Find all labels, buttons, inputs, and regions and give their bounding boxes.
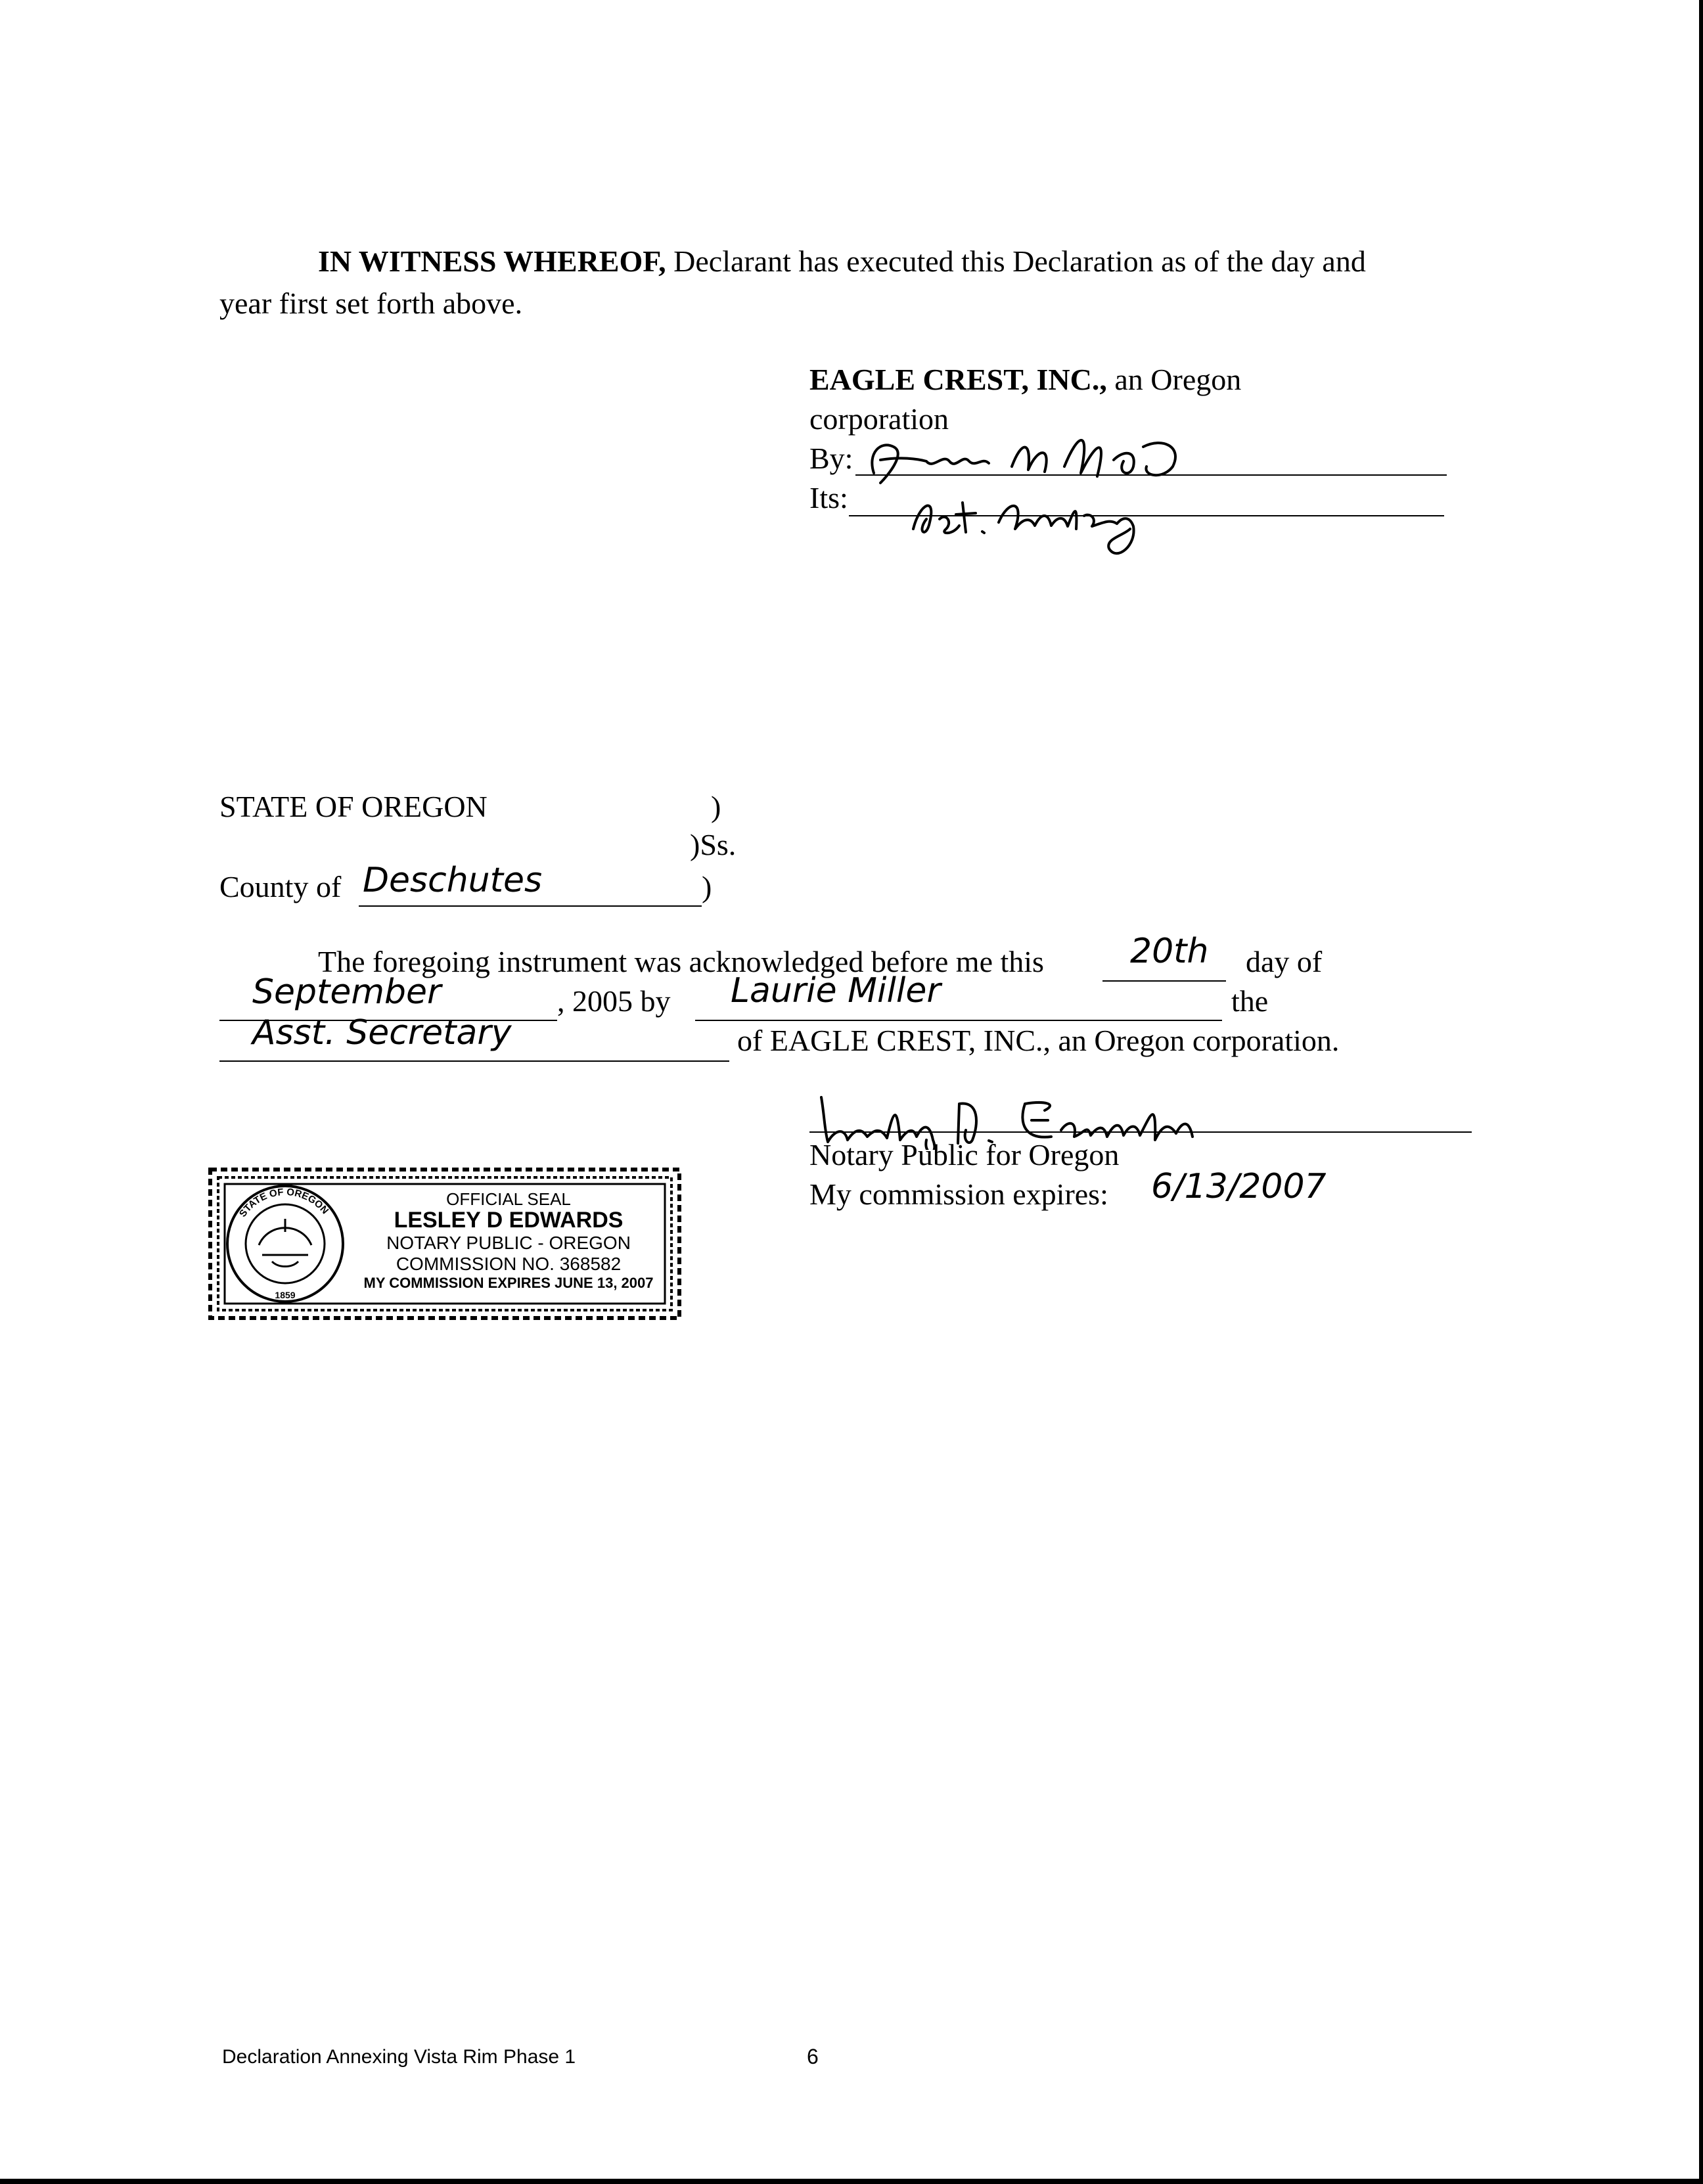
footer-doc-title: Declaration Annexing Vista Rim Phase 1 — [222, 2046, 576, 2068]
ack-day-of: day of — [1246, 945, 1323, 978]
witness-line-1-rest: Declarant has executed this Declaration as of the day and — [673, 244, 1366, 278]
witness-lead: IN WITNESS WHEREOF, — [318, 244, 666, 278]
county-handwritten: Deschutes — [363, 861, 543, 900]
venue-ss: )Ss. — [690, 828, 737, 861]
notary-signature-line — [809, 1131, 1472, 1133]
ack-year-by: , 2005 by — [557, 984, 671, 1018]
venue-paren-1: ) — [711, 790, 721, 823]
commission-expires-handwritten: 6/13/2007 — [1151, 1167, 1327, 1206]
seal-line-5: MY COMMISSION EXPIRES JUNE 13, 2007 — [363, 1275, 654, 1291]
ack-the: the — [1231, 984, 1269, 1018]
ack-line-1-text: The foregoing instrument was acknowledged before me this — [318, 945, 1044, 978]
seal-emblem-top-text: STATE OF OREGON — [237, 1186, 331, 1219]
company-line — [809, 360, 1241, 399]
official-notary-seal — [206, 1163, 685, 1326]
state-of-oregon: STATE OF OREGON — [219, 790, 488, 823]
seal-line-3: NOTARY PUBLIC - OREGON — [386, 1233, 631, 1253]
venue-paren-3: ) — [702, 870, 712, 903]
seal-line-1: OFFICIAL SEAL — [446, 1189, 571, 1209]
its-handwritten-title — [900, 483, 1189, 562]
footer-page-number: 6 — [807, 2045, 819, 2068]
witness-line-1 — [318, 242, 1366, 281]
ack-title-line — [219, 1060, 729, 1062]
ack-line-3-rest: of EAGLE CREST, INC., an Oregon corporation. — [737, 1024, 1340, 1057]
ack-name-handwritten: Laurie Miller — [731, 971, 941, 1011]
ack-month-handwritten: September — [252, 972, 442, 1012]
company-rest: an Oregon — [1114, 363, 1242, 396]
by-label: By: — [809, 442, 853, 475]
corporation-label: corporation — [809, 402, 949, 436]
ack-day-handwritten: 20th — [1130, 932, 1209, 971]
seal-line-4: COMMISSION NO. 368582 — [396, 1254, 622, 1274]
seal-line-2: LESLEY D EDWARDS — [394, 1208, 624, 1233]
ack-title-handwritten: Asst. Secretary — [252, 1013, 512, 1053]
ack-day-line — [1102, 980, 1226, 982]
witness-line-2: year first set forth above. — [219, 286, 523, 320]
notary-title: Notary Public for Oregon — [809, 1138, 1120, 1172]
seal-emblem-year: 1859 — [275, 1290, 296, 1300]
by-handwritten-signature — [854, 421, 1196, 493]
its-label: Its: — [809, 481, 848, 514]
commission-expires-label: My commission expires: — [809, 1177, 1108, 1211]
county-label: County of — [219, 870, 342, 903]
county-line — [359, 905, 702, 907]
company-name: EAGLE CREST, INC., — [809, 363, 1107, 396]
